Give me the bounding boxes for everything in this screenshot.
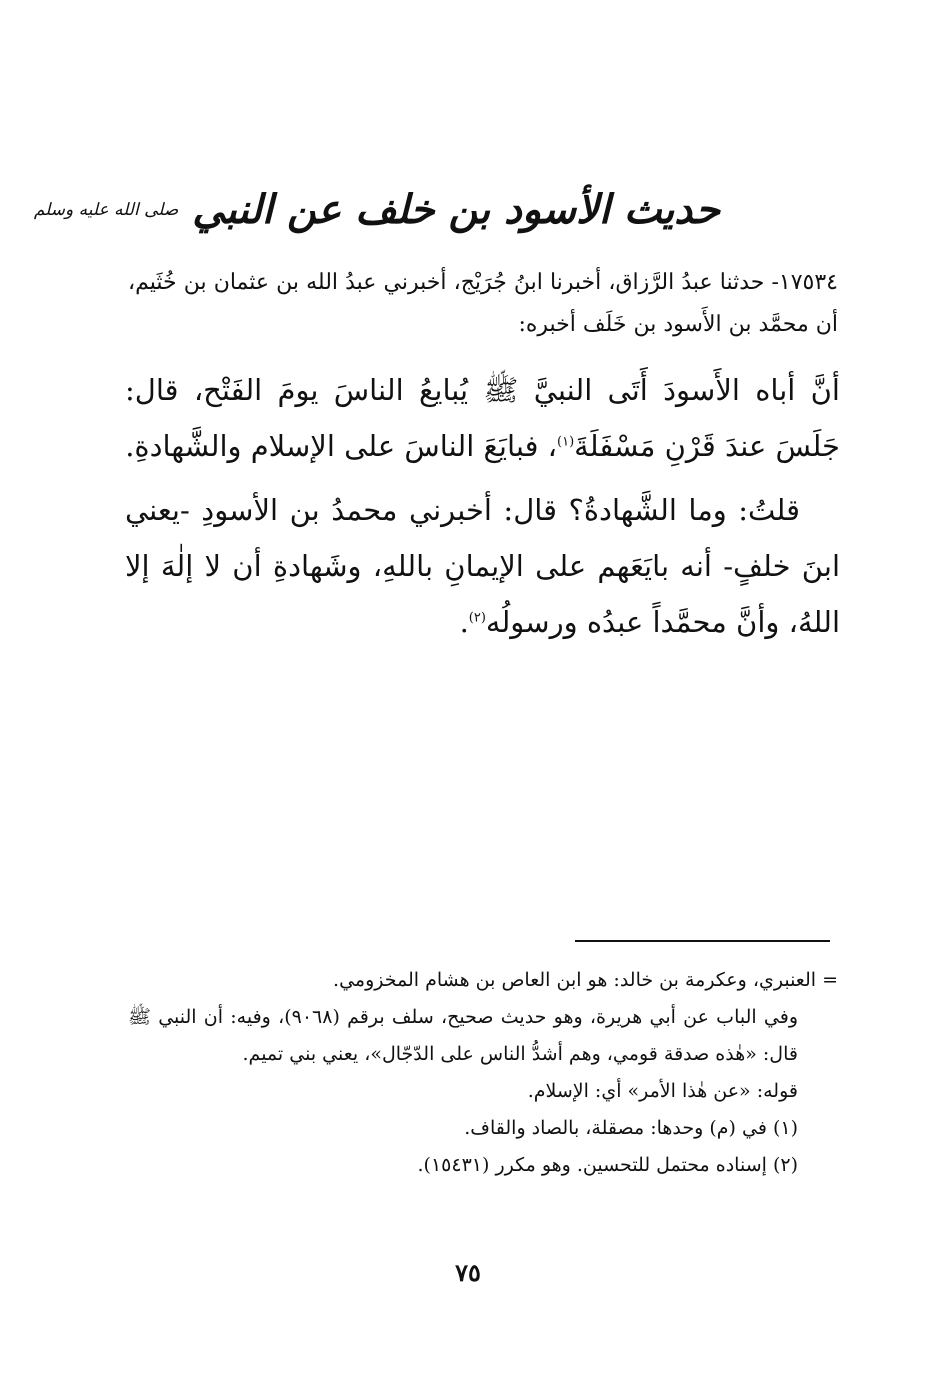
hadith-isnad: ١٧٥٣٤- حدثنا عبدُ الرَّزاق، أخبرنا ابنُ جُرَيْج، أخبرني عبدُ الله بن عثمان بن خُثَيم، أن محمَّد بن الأَسود بن خَلَف أخبره: xyxy=(128,270,838,337)
chapter-title: حديث الأسود بن خلف عن النبي xyxy=(192,186,720,233)
matn-text-end: . xyxy=(459,605,469,639)
footnote-2: (٢) إسناده محتمل للتحسين. وهو مكرر (١٥٤٣١). xyxy=(417,1154,798,1176)
matn-text-1: أنَّ أباه الأَسودَ أَتَى النبيَّ ﷺ يُبايعُ الناسَ يومَ الفَتْح، قال: جَلَسَ عندَ قَرْنِ مَسْفَلَةَ xyxy=(125,373,840,463)
footnote-related-hadith: وفي الباب عن أبي هريرة، وهو حديث صحيح، سلف برقم (٩٠٦٨)، وفيه: أن النبي ﷺ قال: «هٰذه صدقة قومي، وهم أشدُّ الناس على الدّجّال»، يعني بني تميم. xyxy=(128,1006,798,1065)
footnote-explanation: قوله: «عن هٰذا الأمر» أي: الإسلام. xyxy=(527,1080,798,1102)
footnotes-section xyxy=(128,962,838,1184)
footnote-1: (١) في (م) وحدها: مصقلة، بالصاد والقاف. xyxy=(464,1117,798,1139)
footnote-continuation: = العنبري، وعكرمة بن خالد: هو ابن العاص بن هشام المخزومي. xyxy=(333,969,838,991)
chapter-heading xyxy=(33,180,720,240)
page-number: ٧٥ xyxy=(455,1258,481,1287)
matn-text-3: قلتُ: وما الشَّهادةُ؟ قال: أخبرني محمدُ بن الأسودِ -يعني ابنَ خلفٍ- أنه بايَعَهم على الإيمانِ باللهِ، وشَهادةِ أن لا إلٰهَ إلا اللهُ، وأنَّ محمَّداً عبدُه ورسولُه xyxy=(125,493,840,639)
hadith-matn-paragraph-2 xyxy=(125,482,840,650)
footnote-marker-1: (١) xyxy=(557,434,575,450)
honorific-phrase: صلى الله عليه وسلم xyxy=(33,200,179,220)
hadith-matn-paragraph-1 xyxy=(125,362,840,474)
matn-text-2: ، فبايَعَ الناسَ على الإسلام والشَّهادةِ. xyxy=(125,429,558,463)
footnote-separator xyxy=(575,940,830,942)
footnote-marker-2: (٢) xyxy=(468,610,486,626)
